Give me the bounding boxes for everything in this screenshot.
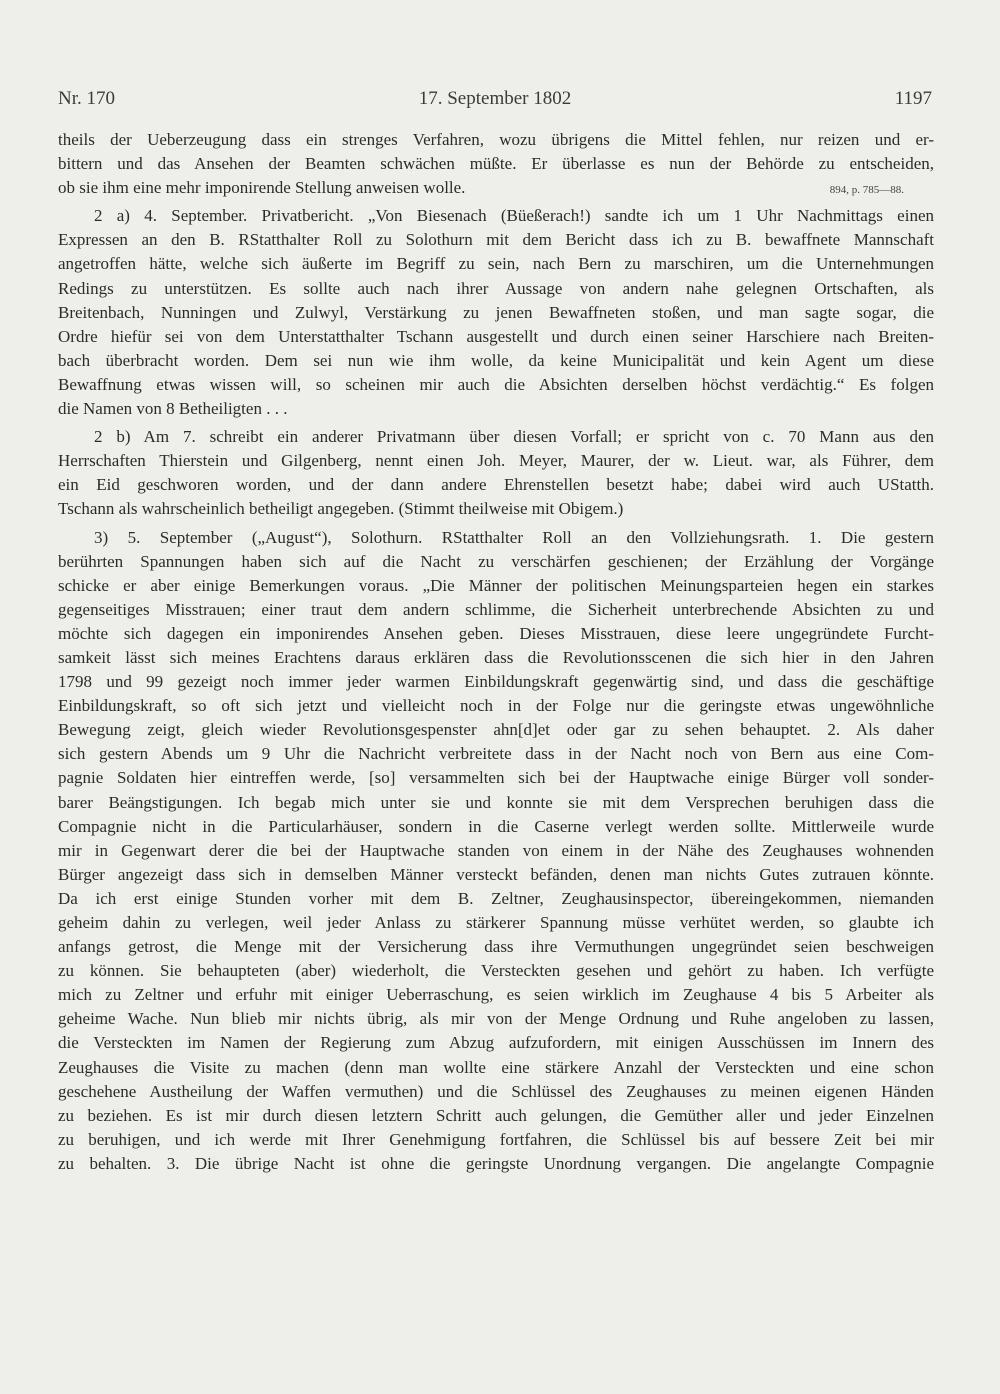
text-line: Einbildungskraft, so oft sich jetzt und vielleicht noch in der Folge nur die geringste etwas ungewöhnliche [58, 696, 934, 716]
text-line: Zeughauses die Visite zu machen (denn man wollte eine stärkere Anzahl der Versteckten und eine schon [58, 1057, 934, 1077]
text-line: die Namen von 8 Betheiligten . . . [58, 399, 288, 419]
page-number: 1197 [894, 88, 932, 109]
document-date: 17. September 1802 [418, 88, 572, 109]
text-line: Bewaffnung etwas wissen will, so scheinen mir auch die Absichten derselben höchst verdächtig.“ Es folgen [58, 374, 934, 394]
text-line: gegenseitiges Misstrauen; einer traut dem andern schlimme, die Sicherheit unterbrechende Absichten zu und [58, 599, 934, 619]
text-line: bach überbracht worden. Dem sei nun wie ihm wolle, da keine Municipalität und kein Agent um diese [58, 350, 934, 370]
page-header [58, 88, 932, 118]
source-reference: 894, p. 785—88. [829, 184, 904, 197]
text-line: ein Eid geschworen worden, und der dann andere Ehrenstellen besetzt habe; dabei wird auch UStatth. [58, 475, 934, 495]
text-line: sich gestern Abends um 9 Uhr die Nachricht verbreitete dass in der Nacht noch von Bern aus eine Com- [58, 744, 934, 764]
text-line: Tschann als wahrscheinlich betheiligt angegeben. (Stimmt theilweise mit Obigem.) [58, 499, 624, 519]
text-line: berührten Spannungen haben sich auf die Nacht zu verschärfen geschienen; der Erzählung der Vorgänge [58, 551, 934, 571]
text-line: zu beruhigen, und ich werde mit Ihrer Genehmigung fortfahren, die Schlüssel bis auf bessere Zeit bei mir [58, 1129, 934, 1149]
text-line: zu behalten. 3. Die übrige Nacht ist ohne die geringste Unordnung vergangen. Die angelangte Compagnie [58, 1153, 934, 1173]
text-line: geschehene Austheilung der Waffen vermuthen) und die Schlüssel des Zeughauses zu meinen eigenen Händen [58, 1081, 934, 1101]
text-line: schicke er aber einige Bemerkungen voraus. „Die Männer der politischen Meinungsparteien hegen ein starkes [58, 575, 934, 595]
text-line: Herrschaften Thierstein und Gilgenberg, nennt einen Joh. Meyer, Maurer, der w. Lieut. war, als Führer, dem [58, 451, 934, 471]
text-line: Compagnie nicht in die Particularhäuser, sondern in die Caserne verlegt werden sollte. Mittlerweile wurde [58, 816, 934, 836]
text-line: bittern und das Ansehen der Beamten schwächen müßte. Er überlasse es nun der Behörde zu entscheiden, [58, 154, 934, 174]
text-line: Bürger angezeigt dass sich in demselben Männer versteckt befänden, denen man nichts Gutes zutrauen könnte. [58, 864, 934, 884]
text-line: samkeit lässt sich meines Erachtens daraus erklären dass die Revolutionsscenen die sich hier in den Jahren [58, 647, 934, 667]
text-line: 1798 und 99 gezeigt noch immer jeder warmen Einbildungskraft gegenwärtig sind, und dass die geschäftige [58, 672, 934, 692]
text-line: anfangs getrost, die Menge mit der Versicherung dass ihre Vermuthungen ungegründet seien beschweigen [58, 937, 934, 957]
text-line: theils der Ueberzeugung dass ein strenges Verfahren, wozu übrigens die Mittel fehlen, nur reizen und er- [58, 130, 934, 149]
text-line: Expressen an den B. RStatthalter Roll zu Solothurn mit dem Bericht dass ich zu B. bewaffnete Mannschaft [58, 230, 934, 250]
text-line: Redings zu unterstützen. Es sollte auch nach ihrer Aussage von andern nahe gelegnen Ortschaften, als [58, 278, 934, 298]
text-line-content: ob sie ihm eine mehr imponirende Stellung anweisen wolle. [58, 178, 466, 198]
text-line: 2 b) Am 7. schreibt ein anderer Privatmann über diesen Vorfall; er spricht von c. 70 Mann aus den [94, 427, 934, 447]
text-line: Da ich erst einige Stunden vorher mit dem B. Zeltner, Zeughausinspector, übereingekommen, niemanden [58, 888, 934, 908]
text-line: Ordre hiefür sei von dem Unterstatthalter Tschann ausgestellt und durch einen seiner Harschiere nach Breiten- [58, 326, 934, 346]
text-line: Bewegung zeigt, gleich wieder Revolutionsgespenster ahn[d]et oder gar zu sehen behauptet. 2. Als daher [58, 720, 934, 740]
text-line: mir in Gegenwart derer die bei der Hauptwache standen von einem in der Nähe des Zeughauses wohnenden [58, 840, 934, 860]
text-line: möchte sich dagegen ein imponirendes Ansehen geben. Dieses Misstrauen, diese leere ungegründete Furcht- [58, 623, 934, 643]
text-line: die Versteckten im Namen der Regierung zum Abzug aufzufordern, mit einigen Ausschüssen im Innern des [58, 1033, 934, 1053]
text-line: 3) 5. September („August“), Solothurn. RStatthalter Roll an den Vollziehungsrath. 1. Die gestern [94, 527, 934, 547]
text-line [58, 176, 934, 200]
body-text [58, 128, 934, 1176]
text-line: zu beziehen. Es ist mir durch diesen letztern Schritt auch gelungen, die Gemüther aller und jeder Einzelnen [58, 1105, 934, 1125]
text-line: angetroffen hätte, welche sich äußerte im Begriff zu sein, nach Bern zu marschiren, um die Unternehmungen [58, 254, 934, 274]
text-line: zu können. Sie behaupteten (aber) wiederholt, die Versteckten gesehen und gehört zu haben. Ich verfügte [58, 961, 934, 981]
document-number: Nr. 170 [58, 88, 115, 109]
text-line: mich zu Zeltner und erfuhr mit einiger Ueberraschung, es seien wirklich im Zeughause 4 bis 5 Arbeiter als [58, 985, 934, 1005]
text-line: barer Beängstigungen. Ich begab mich unter sie und konnte sie mit dem Versprechen beruhigen dass die [58, 792, 934, 812]
text-line: Breitenbach, Nunningen und Zulwyl, Verstärkung zu jenen Bewaffneten stoßen, und man sagte sogar, die [58, 302, 934, 322]
text-line: pagnie Soldaten hier eintreffen werde, [so] versammelten sich bei der Hauptwache einige Bürger voll sonder- [58, 768, 934, 788]
text-line: geheime Wache. Nun blieb mir nichts übrig, als mir von der Menge Ordnung und Ruhe angeloben zu lassen, [58, 1009, 934, 1029]
text-line: geheim dahin zu verlegen, weil jeder Anlass zu stärkerer Spannung müsse verhütet werden, so glaubte ich [58, 913, 934, 932]
text-line: 2 a) 4. September. Privatbericht. „Von Biesenach (Büeßerach!) sandte ich um 1 Uhr Nachmittags einen [94, 206, 934, 226]
